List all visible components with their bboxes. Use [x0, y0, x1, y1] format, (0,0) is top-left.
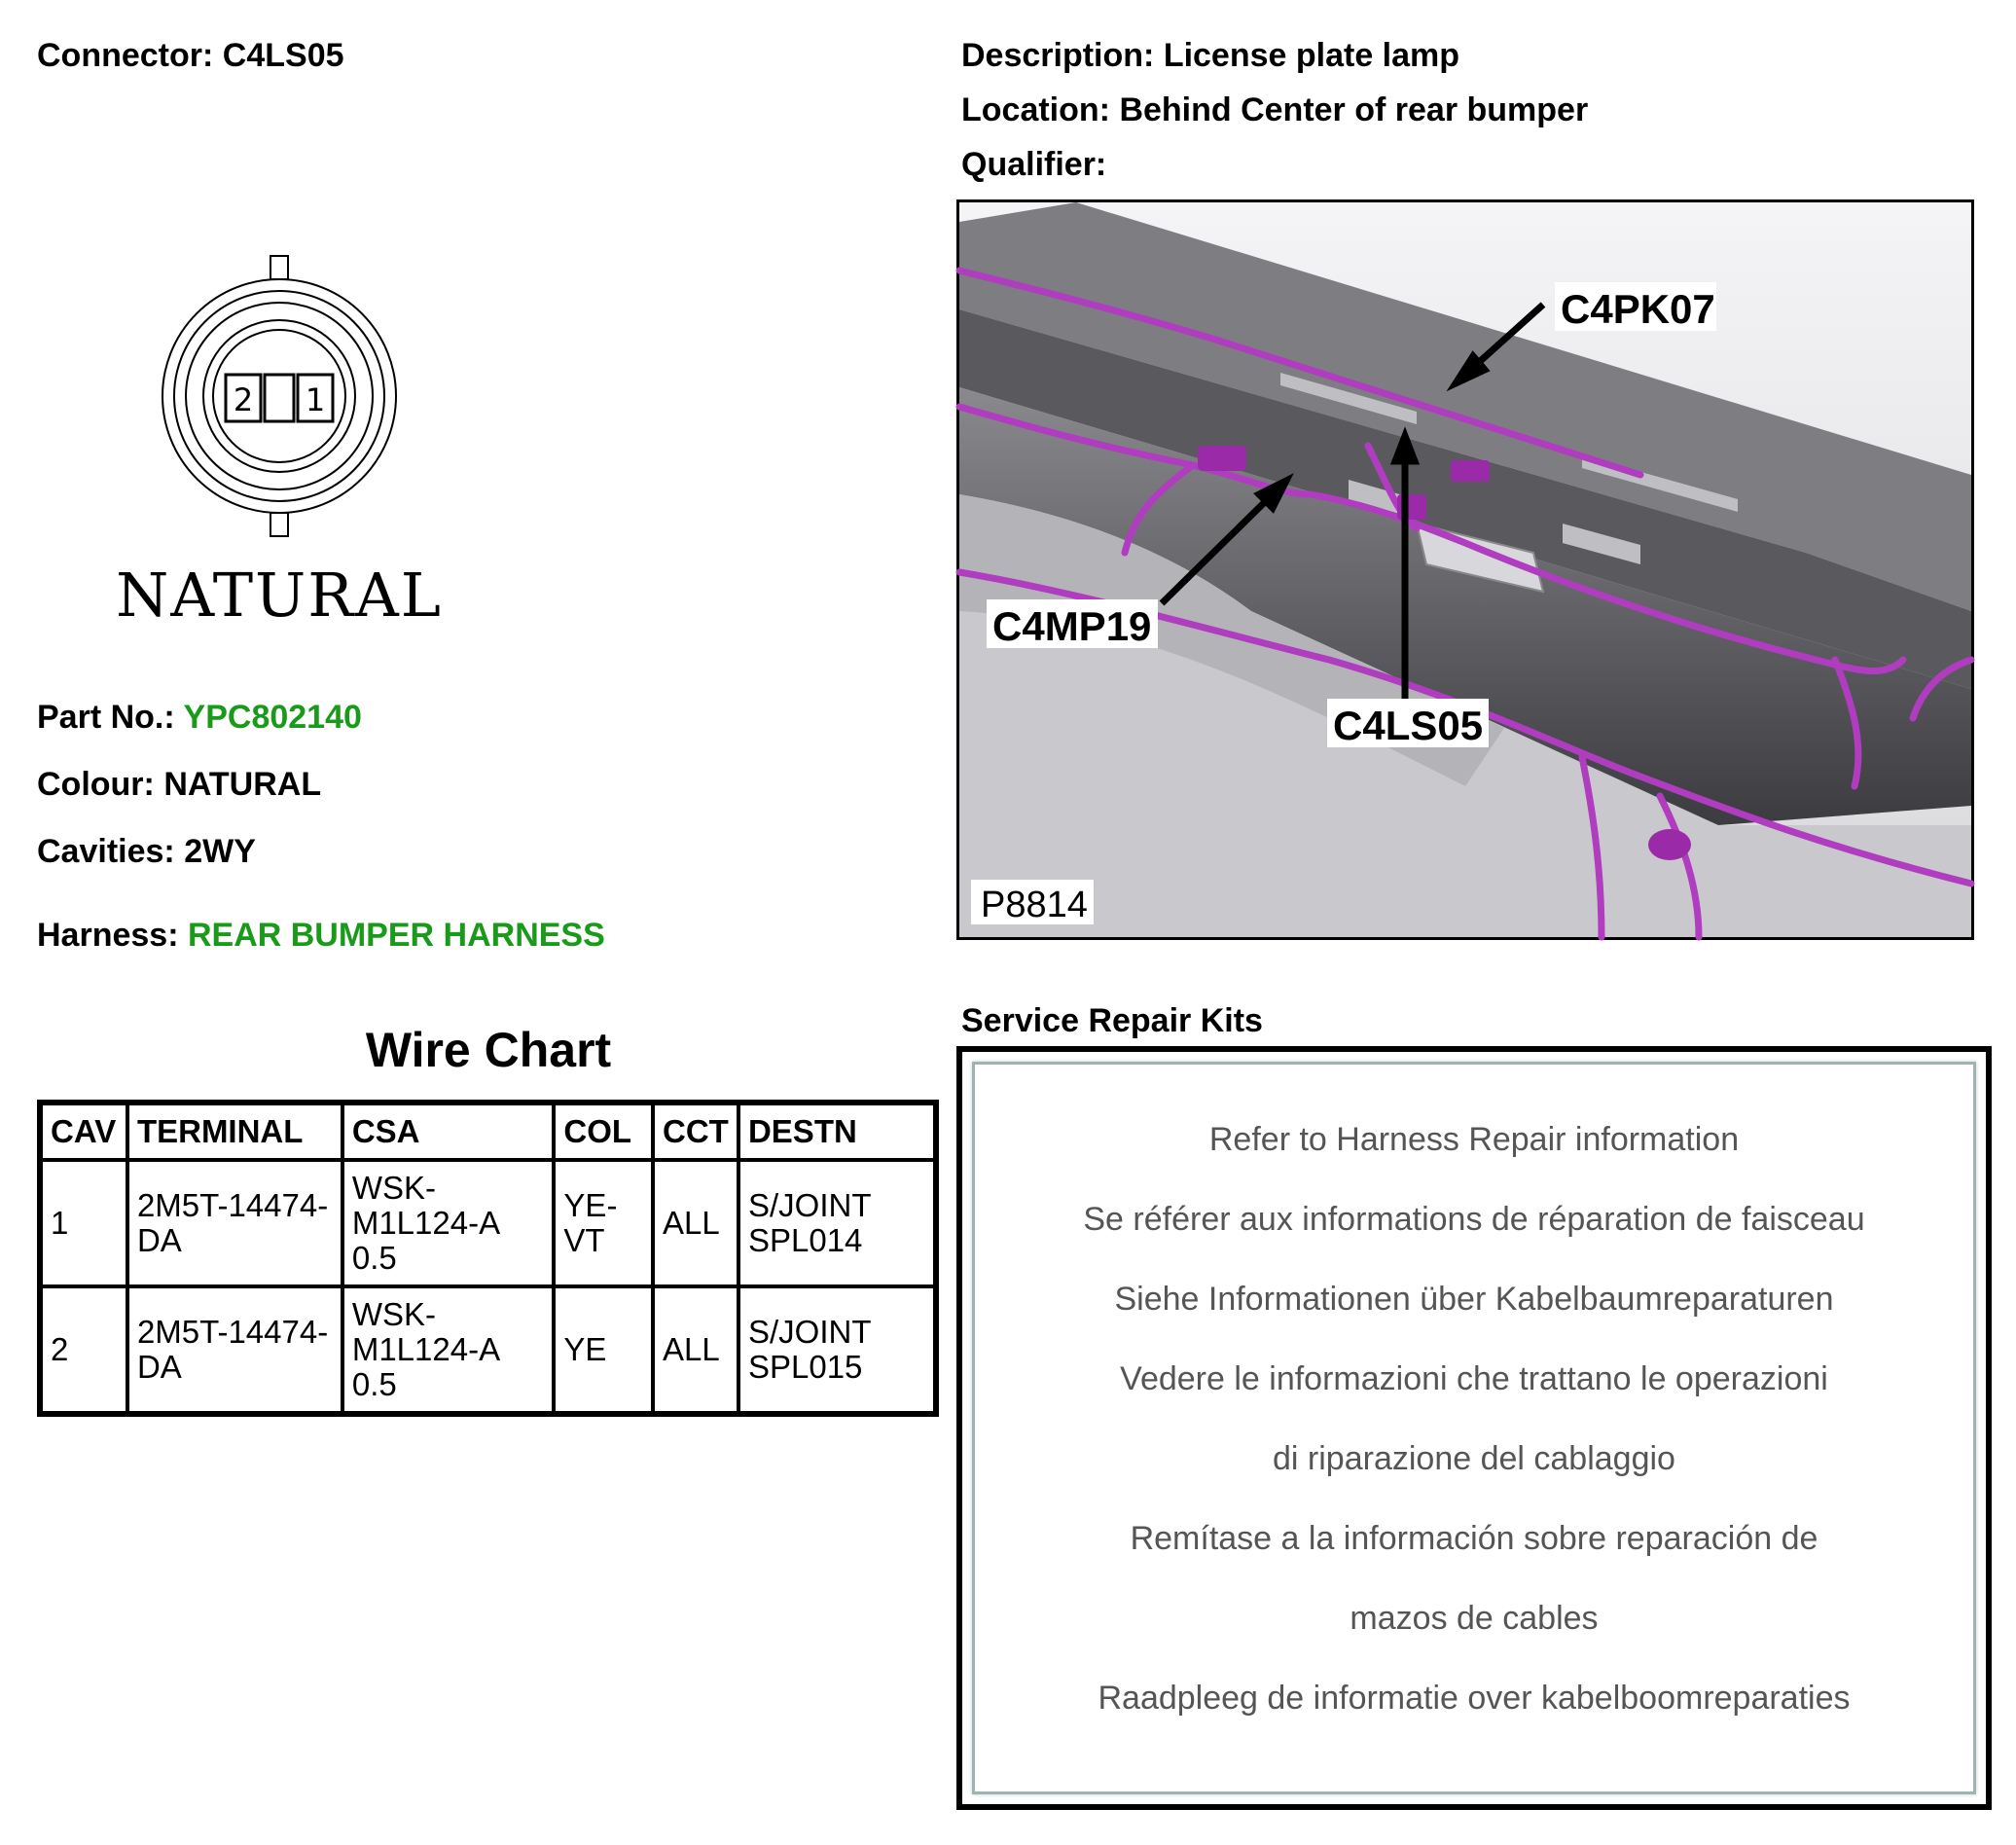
- destn-line: SPL015: [747, 1349, 863, 1385]
- destn-line: S/JOINT: [747, 1187, 872, 1223]
- harness-label: Harness:: [37, 917, 179, 954]
- cavities-label: Cavities:: [37, 833, 175, 870]
- csa-line: WSK-: [351, 1170, 437, 1206]
- csa-cell: [342, 1160, 555, 1286]
- qualifier-field: [961, 146, 1106, 184]
- connector-location-image: [956, 199, 1974, 940]
- table-row: [40, 1286, 936, 1414]
- repair-line: Siehe Informationen über Kabelbaumreparaturen: [1114, 1281, 1834, 1318]
- terminal-line: DA: [136, 1349, 182, 1385]
- column-header-cav: CAV: [40, 1103, 127, 1160]
- column-header-col: COL: [554, 1103, 653, 1160]
- part-no-label: Part No.:: [37, 699, 175, 736]
- cct-cell: ALL: [653, 1286, 738, 1414]
- table-header-row: [40, 1103, 936, 1160]
- pin-1-label: 1: [305, 381, 326, 418]
- col-cell: [554, 1160, 653, 1286]
- csa-line: M1L124-A: [351, 1331, 501, 1367]
- repair-line: mazos de cables: [1350, 1600, 1599, 1637]
- connector-field: [37, 37, 344, 75]
- destn-cell: [738, 1286, 936, 1414]
- destn-line: S/JOINT: [747, 1314, 872, 1350]
- column-header-destn: DESTN: [738, 1103, 936, 1160]
- table-row: [40, 1160, 936, 1286]
- location-field: [961, 91, 1588, 129]
- wire-chart-table: [37, 1100, 939, 1417]
- wire-chart-title: Wire Chart: [365, 1023, 612, 1077]
- terminal-cell: [127, 1160, 342, 1286]
- harness-value: REAR BUMPER HARNESS: [187, 917, 605, 954]
- cavities-field: [37, 833, 256, 871]
- connector-label: Connector:: [37, 37, 214, 74]
- csa-line: WSK-: [351, 1296, 437, 1332]
- connector-value: C4LS05: [222, 37, 344, 74]
- location-value: Behind Center of rear bumper: [1119, 91, 1589, 128]
- column-header-cct: CCT: [653, 1103, 738, 1160]
- connector-face-diagram: [116, 248, 443, 637]
- cav-cell: 2: [40, 1286, 127, 1414]
- repair-info-panel: [972, 1062, 1976, 1794]
- description-label: Description:: [961, 37, 1155, 74]
- bumper-illustration: [959, 202, 1971, 937]
- callout-c4ls05: C4LS05: [1333, 703, 1484, 748]
- description-value: License plate lamp: [1163, 37, 1460, 74]
- col-cell: YE: [554, 1286, 653, 1414]
- col-line: VT: [563, 1222, 605, 1258]
- csa-line: 0.5: [351, 1240, 397, 1276]
- terminal-line: 2M5T-14474-: [136, 1314, 329, 1350]
- service-repair-kits-box: [956, 1046, 1992, 1810]
- terminal-cell: [127, 1286, 342, 1414]
- repair-line: Refer to Harness Repair information: [1208, 1121, 1740, 1158]
- part-no-field: [37, 699, 362, 737]
- column-header-csa: CSA: [342, 1103, 555, 1160]
- location-label: Location:: [961, 91, 1110, 128]
- cav-cell: 1: [40, 1160, 127, 1286]
- callout-c4pk07: C4PK07: [1561, 286, 1715, 332]
- repair-line: Se référer aux informations de réparation de faisceau: [1083, 1201, 1865, 1238]
- connector-face-drawing: [116, 248, 443, 637]
- pin-2-label: 2: [233, 381, 254, 418]
- column-header-terminal: TERMINAL: [127, 1103, 342, 1160]
- part-no-value: YPC802140: [183, 699, 362, 736]
- description-field: [961, 37, 1459, 75]
- cavities-value: 2WY: [184, 833, 256, 870]
- harness-field: [37, 917, 605, 955]
- csa-line: 0.5: [351, 1366, 397, 1402]
- picture-code: P8814: [981, 885, 1088, 925]
- cct-cell: ALL: [653, 1160, 738, 1286]
- csa-line: M1L124-A: [351, 1205, 501, 1241]
- repair-line: Remítase a la información sobre reparación de: [1130, 1520, 1818, 1557]
- destn-line: SPL014: [747, 1222, 863, 1258]
- repair-line: Raadpleeg de informatie over kabelboomreparaties: [1098, 1680, 1851, 1717]
- csa-cell: [342, 1286, 555, 1414]
- col-line: YE-: [563, 1187, 618, 1223]
- colour-field: [37, 766, 321, 804]
- service-repair-kits-title: Service Repair Kits: [961, 1002, 1263, 1039]
- qualifier-label: Qualifier:: [961, 146, 1107, 183]
- terminal-line: 2M5T-14474-: [136, 1187, 329, 1223]
- repair-line: di riparazione del cablaggio: [1273, 1440, 1675, 1477]
- repair-line: Vedere le informazioni che trattano le operazioni: [1120, 1360, 1828, 1397]
- destn-cell: [738, 1160, 936, 1286]
- callout-c4mp19: C4MP19: [992, 603, 1152, 649]
- colour-value: NATURAL: [163, 766, 322, 803]
- colour-label: Colour:: [37, 766, 155, 803]
- terminal-line: DA: [136, 1222, 182, 1258]
- connector-colour-label: NATURAL: [116, 560, 443, 631]
